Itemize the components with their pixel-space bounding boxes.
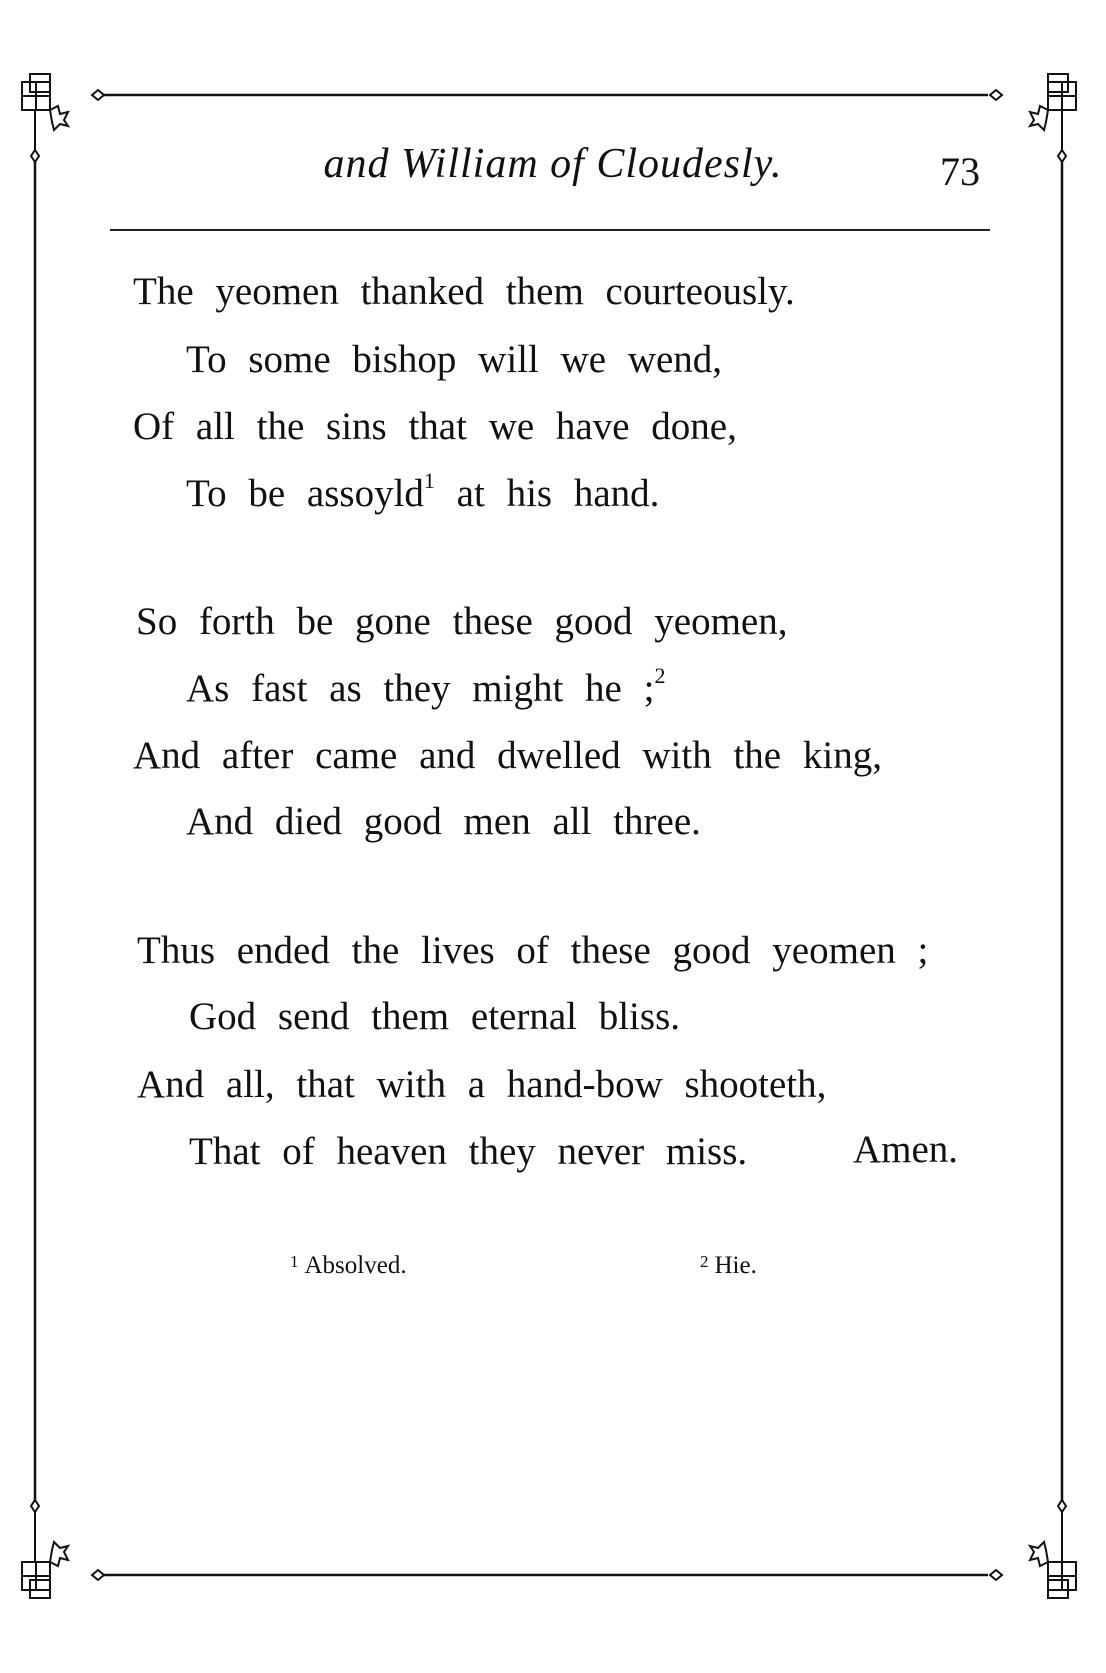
verse-line: And died good men all three. (186, 800, 701, 843)
verse-line: And all, that with a hand-bow shooteth, (137, 1063, 827, 1106)
verse-line: The yeomen thanked them courteously. (133, 270, 795, 313)
verse-line: Of all the sins that we have done, (133, 405, 737, 448)
verse-line: As fast as they might he ;$^2$ (186, 663, 666, 710)
footnote-reference: 2 (654, 663, 666, 688)
footnote: $^1$ Absolved. (290, 1252, 407, 1279)
verse-line: And after came and dwelled with the king, (133, 734, 882, 777)
footnote-reference: 1 (423, 468, 435, 493)
verse-line: Thus ended the lives of these good yeomen ; (137, 929, 929, 972)
verse-line: To some bishop will we wend, (186, 338, 723, 381)
verse-line: To be assoyld$^1$ at his hand. (186, 468, 660, 515)
closing-word: Amen. (853, 1128, 959, 1171)
verse-line: God send them eternal bliss. (189, 995, 680, 1038)
page-number: 73 (940, 149, 980, 194)
footnote: $^2$ Hie. (700, 1252, 757, 1279)
verse-line: That of heaven they never miss. (189, 1130, 748, 1173)
running-title: and William of Cloudesly. (323, 141, 783, 187)
verse-line: So forth be gone these good yeomen, (136, 600, 788, 643)
